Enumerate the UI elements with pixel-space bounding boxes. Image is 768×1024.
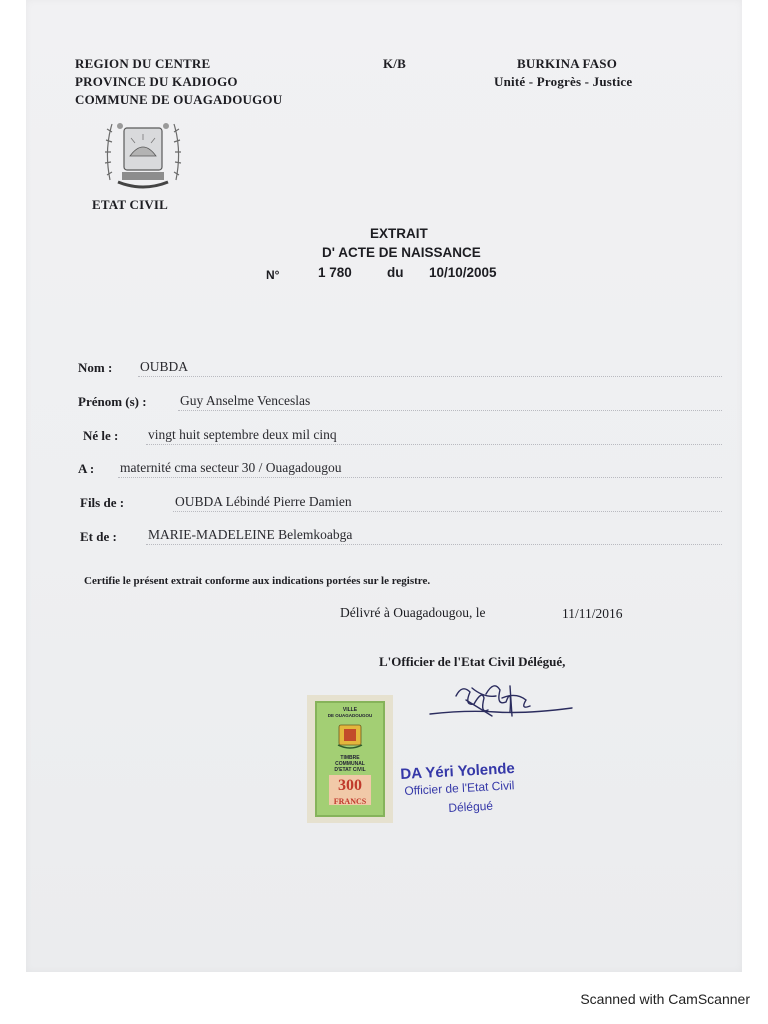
title-extrait: EXTRAIT — [370, 226, 428, 241]
field-naissance-value: vingt huit septembre deux mil cinq — [148, 427, 337, 442]
handwritten-signature — [426, 676, 576, 726]
officer-stamp-delegue: Délégué — [448, 798, 494, 815]
title-number: 1 780 — [318, 265, 352, 280]
header-country: BURKINA FASO — [517, 56, 618, 71]
certification-text: Certifie le présent extrait conforme aux indications portées sur le registre. — [84, 575, 431, 587]
field-mere-value: MARIE-MADELEINE Belemkoabga — [148, 527, 353, 542]
field-nom-line — [138, 376, 722, 377]
field-nom-label: Nom : — [78, 360, 113, 375]
field-nom-value: OUBDA — [140, 359, 189, 374]
etat-civil-label: ETAT CIVIL — [92, 197, 169, 212]
field-pere-value: OUBDA Lébindé Pierre Damien — [175, 494, 352, 509]
officer-stamp-role: Officier de l'Etat Civil — [404, 778, 515, 798]
title-number-label: N° — [266, 268, 280, 282]
timbre-text-timbre: TIMBRE — [340, 755, 360, 761]
officer-stamp-name: DA Yéri Yolende — [400, 760, 516, 783]
delivery-label: Délivré à Ouagadougou, le — [340, 605, 486, 620]
timbre-currency: FRANCS — [333, 797, 367, 806]
timbre-text-ville: VILLE — [342, 707, 358, 713]
field-prenom-label: Prénom (s) : — [78, 394, 147, 409]
timbre-amount: 300 — [338, 777, 362, 794]
header-motto: Unité - Progrès - Justice — [494, 74, 633, 89]
timbre-text-city: DE OUAGADOUGOU — [327, 713, 373, 718]
field-prenom-value: Guy Anselme Venceslas — [180, 393, 311, 408]
coat-of-arms-emblem — [100, 110, 186, 196]
timbre-text-etat-civil: D'ETAT CIVIL — [334, 767, 366, 773]
header-reference: K/B — [383, 56, 406, 71]
field-naissance-label: Né le : — [83, 428, 119, 443]
title-acte: D' ACTE DE NAISSANCE — [322, 245, 481, 260]
field-lieu-value: maternité cma secteur 30 / Ouagadougou — [120, 460, 342, 475]
officer-title: L'Officier de l'Etat Civil Délégué, — [379, 654, 566, 669]
header-region: REGION DU CENTRE — [75, 56, 211, 71]
title-date: 10/10/2005 — [429, 265, 497, 280]
header-commune: COMMUNE DE OUAGADOUGOU — [75, 92, 283, 107]
field-lieu-label: A : — [78, 461, 95, 476]
header-province: PROVINCE DU KADIOGO — [75, 74, 238, 89]
field-naissance-line — [146, 444, 722, 445]
field-pere-line — [173, 511, 722, 512]
field-mere-label: Et de : — [80, 529, 117, 544]
field-prenom-line — [178, 410, 722, 411]
title-du-label: du — [387, 265, 404, 280]
field-lieu-line — [118, 477, 722, 478]
timbre-text-communal: COMMUNAL — [335, 761, 365, 767]
timbre-emblem-icon — [335, 723, 365, 749]
field-pere-label: Fils de : — [80, 495, 125, 510]
scanner-watermark: Scanned with CamScanner — [580, 991, 750, 1007]
field-mere-line — [146, 544, 722, 545]
timbre-fiscal — [307, 695, 393, 823]
delivery-date: 11/11/2016 — [562, 606, 623, 621]
